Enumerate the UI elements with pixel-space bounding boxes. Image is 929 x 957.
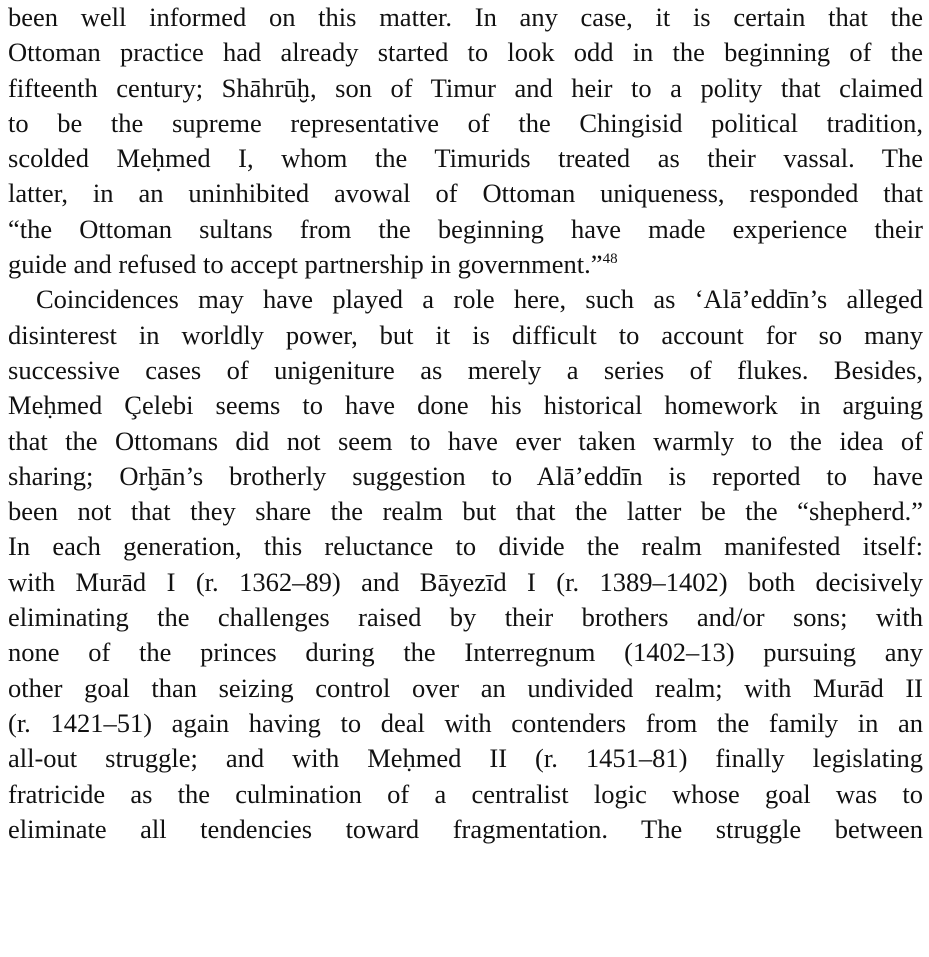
text-line: (r. 1421–51) again having to deal with contenders from the family in an <box>8 707 923 738</box>
text-line: disinterest in worldly power, but it is difficult to account for so many <box>8 319 923 350</box>
text-line: successive cases of unigeniture as merely a series of flukes. Besides, <box>8 354 923 385</box>
text-line: Ottoman practice had already started to look odd in the beginning of the <box>8 37 923 68</box>
text-line: been well informed on this matter. In any case, it is certain that the <box>8 2 923 32</box>
paragraph-2 <box>8 282 923 847</box>
text-line: with Murād I (r. 1362–89) and Bāyezīd I (r. 1389–1402) both decisively <box>8 566 923 597</box>
text-line: fratricide as the culmination of a centralist logic whose goal was to <box>8 778 923 809</box>
text-line: scolded Meḥmed I, whom the Timurids treated as their vassal. The <box>8 143 923 174</box>
text-line: none of the princes during the Interregnum (1402–13) pursuing any <box>8 637 923 668</box>
text-line: to be the supreme representative of the Chingisid political tradition, <box>8 107 923 138</box>
text-line: fifteenth century; Shāhrūḫ, son of Timur and heir to a polity that claimed <box>8 72 923 103</box>
text-line: been not that they share the realm but that the latter be the “shepherd.” <box>8 496 923 527</box>
text-line-indented: Coincidences may have played a role here, such as ‘Alā’eddīn’s alleged <box>36 284 923 315</box>
text-line: sharing; Orḫān’s brotherly suggestion to Alā’eddīn is reported to have <box>8 460 923 491</box>
text-line-last <box>8 247 923 282</box>
text-line: Meḥmed Çelebi seems to have done his historical homework in arguing <box>8 390 923 421</box>
paragraph-1 <box>8 0 923 282</box>
text-line: “the Ottoman sultans from the beginning have made experience their <box>8 213 923 244</box>
text-line: other goal than seizing control over an undivided realm; with Murād II <box>8 672 923 703</box>
text-line-content: guide and refused to accept partnership in government.” <box>8 249 603 280</box>
text-line: eliminate all tendencies toward fragmentation. The struggle between <box>8 813 923 844</box>
text-line: In each generation, this reluctance to divide the realm manifested itself: <box>8 531 923 562</box>
text-line: latter, in an uninhibited avowal of Ottoman uniqueness, responded that <box>8 178 923 209</box>
text-line: that the Ottomans did not seem to have ever taken warmly to the idea of <box>8 425 923 456</box>
footnote-reference[interactable]: 48 <box>602 251 618 268</box>
text-line: eliminating the challenges raised by their brothers and/or sons; with <box>8 602 923 633</box>
text-line: all-out struggle; and with Meḥmed II (r. 1451–81) finally legislating <box>8 743 923 774</box>
